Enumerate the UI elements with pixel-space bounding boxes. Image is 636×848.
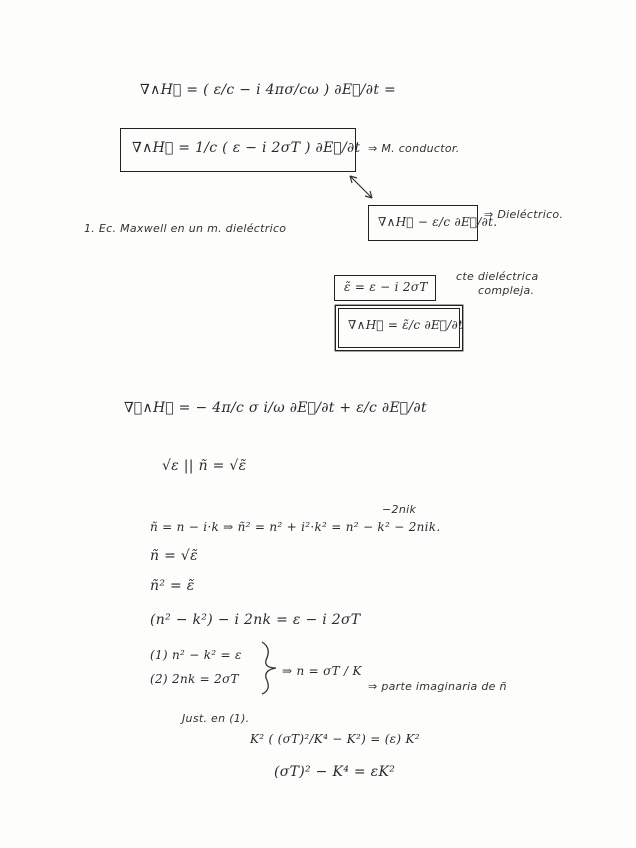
- note-complex-dielectric-2: compleja.: [478, 284, 535, 297]
- equation-substitution: K² ( (σT)²/K⁴ − K²) = (ε) K²: [250, 732, 420, 746]
- equation-complex-epsilon: ε̃ = ε − i 2σT: [344, 280, 428, 294]
- double-arrow-line: [350, 176, 372, 198]
- equation-n-result: ⇒ n = σT / K: [282, 664, 362, 678]
- caption-maxwell-dielectric: 1. Ec. Maxwell en un m. dieléctrico: [84, 222, 287, 235]
- equation-quartic: (σT)² − K⁴ = εK²: [274, 764, 396, 780]
- equation-equate-parts: (n² − k²) − i 2nk = ε − i 2σT: [150, 612, 361, 628]
- equation-curl-h-expanded: ∇⃗∧H⃗ = − 4π/c σ i/ω ∂E⃗/∂t + ε/c ∂E⃗/∂t: [124, 400, 427, 416]
- equation-curl-h-conductivity: ∇∧H⃗ = ( ε/c − i 4πσ/cω ) ∂E⃗/∂t =: [140, 82, 397, 98]
- equation-imaginary-part: (2) 2nk = 2σT: [150, 672, 239, 686]
- equation-real-part: (1) n² − k² = ε: [150, 648, 242, 662]
- equation-curl-h-complex: ∇∧H⃗ = ε̃/c ∂E⃗/∂t: [348, 318, 464, 332]
- equation-complex-index-squared: ñ = n − i·k ⇒ ñ² = n² + i²·k² = n² − k² − 2nik.: [150, 520, 441, 534]
- equation-curl-h-dielectric: ∇∧H⃗ − ε/c ∂E⃗/∂t.: [378, 215, 498, 229]
- note-complex-dielectric-1: cte dieléctrica: [456, 270, 539, 283]
- equation-n-tilde-squared: ñ² = ε̃: [150, 578, 195, 594]
- right-brace: [262, 642, 276, 694]
- note-imaginary-part: ⇒ parte imaginaria de ñ: [368, 680, 507, 693]
- note-conductor: ⇒ M. conductor.: [368, 142, 460, 155]
- note-dielectric: ⇒ Dieléctrico.: [484, 208, 564, 221]
- equation-n-tilde-sqrt: ñ = √ε̃: [150, 548, 198, 564]
- equation-curl-h-conductor: ∇∧H⃗ = 1/c ( ε − i 2σT ) ∂E⃗/∂t: [132, 140, 361, 156]
- note-substitute-in-1: Just. en (1).: [182, 712, 250, 725]
- annotation-minus-2nik: −2nik: [382, 503, 417, 516]
- equation-refractive-index: √ε || ñ = √ε̃: [162, 458, 247, 474]
